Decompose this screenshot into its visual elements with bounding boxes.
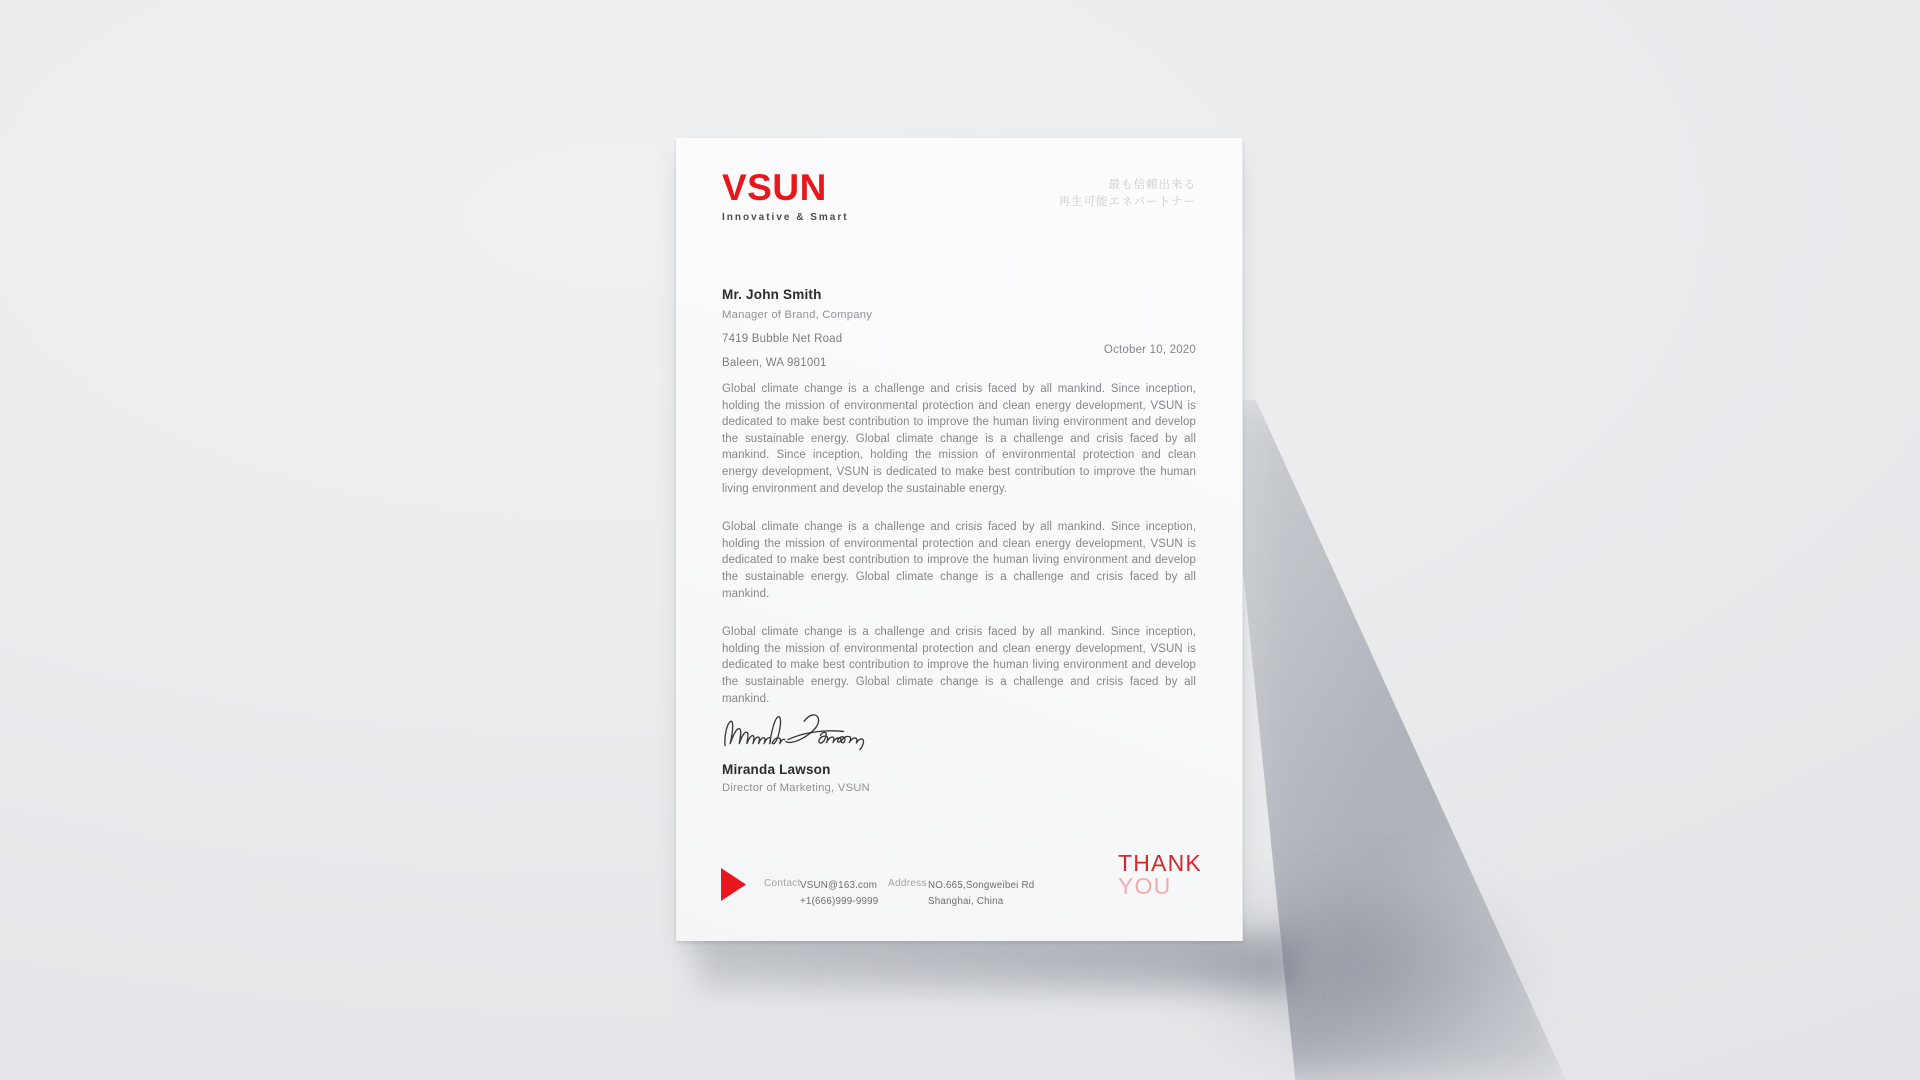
signer-name: Miranda Lawson [722, 762, 831, 777]
paper-bottom-shadow [696, 932, 1296, 992]
letter-paragraph: Global climate change is a challenge and crisis faced by all mankind. Since inception, holding the mission of environmental protection and clean energy development, VSUN is dedicated to make best contribution to improve the human living environment and develop the sustainable energy. Global climate change is a challenge and crisis faced by all mankind. Since inception, holding the mission of environmental protection and clean energy development, VSUN is dedicated to make best contribution to improve the human living environment and develop the sustainable energy. [722, 383, 1196, 495]
brand-tagline: Innovative & Smart [722, 212, 849, 223]
vsun-logo: VSUN [722, 167, 827, 208]
play-triangle-icon [720, 867, 747, 902]
letter-body [722, 381, 1196, 729]
footer-phone: +1(666)999-9999 [800, 896, 879, 907]
thank-you-line1: THANK [1118, 850, 1202, 876]
recipient-name: Mr. John Smith [722, 287, 822, 302]
recipient-street: 7419 Bubble Net Road [722, 333, 843, 345]
footer-contact-label: Contact [764, 878, 801, 889]
footer-address-line2: Shanghai, China [928, 896, 1004, 907]
jp-slogan [1059, 177, 1196, 211]
letter-page [676, 138, 1243, 941]
letter-paragraph: Global climate change is a challenge and crisis faced by all mankind. Since inception, holding the mission of environmental protection and clean energy development, VSUN is dedicated to make best contribution to improve the human living environment and develop the sustainable energy. Global climate change is a challenge and crisis faced by all mankind. [722, 521, 1196, 600]
letter-date: October 10, 2020 [1103, 344, 1196, 356]
recipient-city: Baleen, WA 981001 [722, 357, 827, 369]
recipient-role: Manager of Brand, Company [722, 309, 873, 321]
footer-address-label: Address [888, 878, 927, 889]
brand-block [722, 168, 849, 223]
jp-slogan-line1: 最も信頼出来る [1108, 179, 1196, 191]
footer-email: VSUN@163.com [800, 880, 878, 891]
thank-you-line2: YOU [1118, 873, 1172, 899]
footer-address-line1: NO.665,Songweibei Rd [928, 880, 1035, 891]
letter-paragraph: Global climate change is a challenge and crisis faced by all mankind. Since inception, holding the mission of environmental protection and clean energy development, VSUN is dedicated to make best contribution to improve the human living environment and develop the sustainable energy. Global climate change is a challenge and crisis faced by all mankind. [722, 626, 1196, 705]
recipient-block [722, 287, 872, 369]
handwritten-signature [719, 706, 871, 762]
signer-role: Director of Marketing, VSUN [722, 782, 870, 794]
thank-you-block [1118, 852, 1200, 898]
footer-address-values [928, 878, 1034, 910]
footer-contact-values [800, 878, 878, 910]
jp-slogan-line2: 再生可能エネパートナー [1058, 196, 1196, 208]
